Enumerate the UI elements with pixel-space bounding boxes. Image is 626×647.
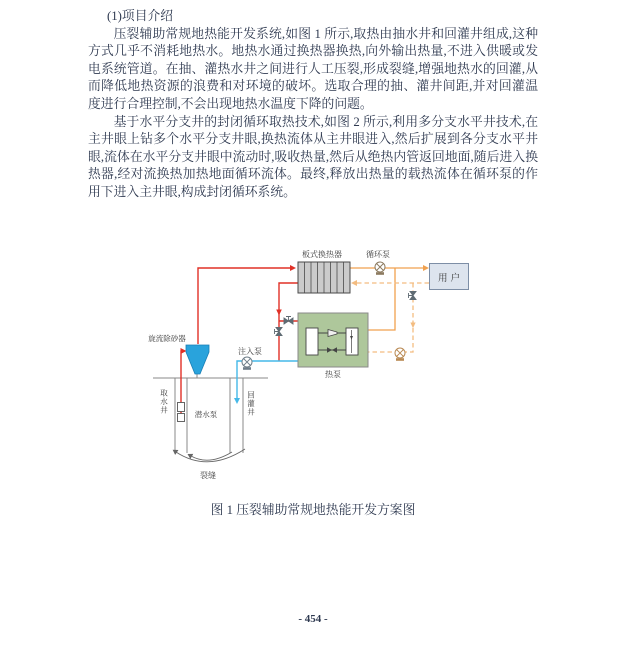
- circulation-pump-label: 循环泵: [366, 250, 390, 259]
- return-pump-icon: [395, 348, 405, 361]
- valve-icon-heat-pump-inlet: [284, 317, 293, 325]
- circulation-pump-icon: [375, 262, 385, 275]
- red-flow-arrow: [276, 310, 282, 316]
- figure-caption: 图 1 压裂辅助常规地热能开发方案图: [210, 503, 416, 517]
- body-text: [88, 8, 538, 202]
- plate-heat-exchanger: [298, 262, 350, 293]
- valve-icon-bypass: [275, 328, 283, 336]
- fracture-arrows: [176, 449, 245, 462]
- return-flow-arrow: [410, 323, 415, 329]
- paragraph-2: 基于水平分支井的封闭循环取热技术,如图 2 所示,利用多分支水平井技术,在主井眼上钻多个水平分支井眼,换热流体从主井眼进入,然后扩展到各分支水平井眼,流体在水平分支井眼中流动时,吸收热量,然后从绝热内管返回地面,随后进入换热器,经对流换热加热地面循环流体。最终,释放出热量的载热流体在循环泵的作用下进入主井眼,构成封闭循环系统。: [88, 114, 538, 199]
- extraction-well-label: 取水井: [159, 389, 169, 415]
- valve-icon-user-return: [409, 292, 417, 300]
- cyclone-desander-label: 旋流除砂器: [148, 334, 186, 343]
- section-heading: (1)项目介绍: [107, 9, 174, 23]
- page-number: - 454 -: [298, 613, 328, 625]
- reinjection-well-label: 回灌井: [246, 391, 256, 417]
- user-box: 用户: [429, 263, 469, 290]
- hot-water-line: [181, 268, 310, 421]
- heat-pump-label: 热泵: [325, 370, 341, 379]
- heat-pump-box: [298, 313, 368, 367]
- injection-pump-icon: [242, 357, 252, 370]
- evaporator: [306, 328, 318, 355]
- injection-pump-label: 注入泵: [238, 347, 262, 356]
- submersible-pump-label: 潜水泵: [194, 410, 218, 419]
- cyclone-desander-icon: [186, 345, 209, 378]
- figure-1-diagram: [140, 245, 490, 500]
- fracture-label: 裂缝: [200, 471, 216, 480]
- paragraph-1: 压裂辅助常规地热能开发系统,如图 1 所示,取热由抽水井和回灌井组成,这种方式几乎不消耗地热水。地热水通过换热器换热,向外输出热量,不进入供暖或发电系统管道。在抽、灌热水井之间进行人工压裂,形成裂缝,增强地热水的回灌,从而降低地热资源的浪费和对环境的破坏。选取合理的抽、灌井间距,并对回灌温度进行合理控制,不会出现地热水温度下降的问题。: [88, 26, 538, 111]
- condenser: [346, 328, 358, 355]
- plate-heat-exchanger-label: 板式换热器: [302, 250, 342, 259]
